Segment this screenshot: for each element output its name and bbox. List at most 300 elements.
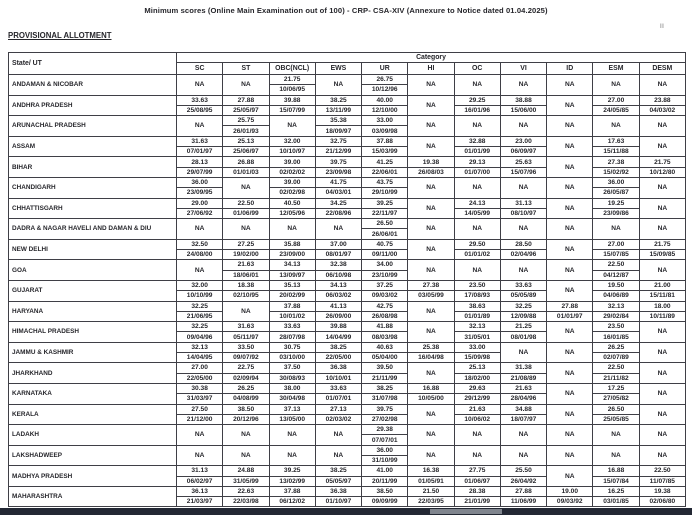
table-row — [9, 301, 686, 311]
cell-date: 15/03/99 — [362, 147, 408, 157]
cell-date: 12/05/96 — [269, 208, 315, 218]
cell-date: 04/06/89 — [593, 291, 639, 301]
state-name: MADHYA PRADESH — [9, 466, 177, 487]
state-name: ARUNACHAL PRADESH — [9, 116, 177, 137]
cell-not-available: NA — [177, 75, 223, 96]
cell-date: 21/06/95 — [177, 311, 223, 321]
cell-date: 23/09/98 — [315, 167, 361, 177]
header-row-category — [9, 53, 686, 63]
cell-score: 36.00 — [362, 445, 408, 455]
cell-date: 10/05/00 — [408, 394, 454, 404]
cell-not-available: NA — [454, 445, 500, 466]
cell-date: 04/03/01 — [315, 188, 361, 198]
cell-not-available: NA — [639, 219, 685, 240]
cell-date: 26/05/87 — [593, 188, 639, 198]
cell-date: 26/04/92 — [500, 476, 546, 486]
cell-not-available: NA — [408, 219, 454, 240]
cell-date: 10/10/97 — [269, 147, 315, 157]
cell-date: 02/09/94 — [223, 373, 269, 383]
cell-not-available: NA — [639, 75, 685, 96]
cell-not-available: NA — [500, 219, 546, 240]
cell-score: 27.13 — [315, 404, 361, 414]
cell-date: 12/09/88 — [500, 311, 546, 321]
cell-score: 27.00 — [593, 239, 639, 249]
cell-score: 34.25 — [315, 198, 361, 208]
cell-not-available: NA — [593, 116, 639, 137]
cell-not-available: NA — [547, 404, 593, 425]
state-name: CHHATTISGARH — [9, 198, 177, 219]
cell-score: 16.38 — [408, 466, 454, 476]
cell-score: 32.25 — [177, 301, 223, 311]
cell-score: 32.75 — [315, 136, 361, 146]
cell-score: 31.13 — [177, 466, 223, 476]
cell-not-available: NA — [500, 425, 546, 446]
cell-not-available: NA — [547, 136, 593, 157]
column-header-esm: ESM — [593, 63, 639, 75]
cell-score: 34.88 — [500, 404, 546, 414]
cell-score: 26.75 — [362, 75, 408, 85]
cell-score: 22.50 — [639, 466, 685, 476]
cell-score: 39.25 — [362, 198, 408, 208]
cell-not-available: NA — [408, 445, 454, 466]
horizontal-scrollbar[interactable] — [0, 508, 692, 515]
cell-score: 39.00 — [269, 177, 315, 187]
cell-date: 22/06/01 — [362, 167, 408, 177]
cell-not-available: NA — [454, 425, 500, 446]
cell-date: 15/07/96 — [500, 167, 546, 177]
cell-not-available: NA — [454, 219, 500, 240]
cell-date: 05/11/97 — [223, 332, 269, 342]
cell-score: 25.63 — [500, 157, 546, 167]
cell-date: 29/07/99 — [177, 167, 223, 177]
cell-date: 15/09/85 — [639, 250, 685, 260]
cell-date: 01/01/97 — [547, 311, 593, 321]
state-name: GUJARAT — [9, 280, 177, 301]
cell-date: 08/01/98 — [500, 332, 546, 342]
cell-date: 05/05/89 — [500, 291, 546, 301]
cell-not-available: NA — [454, 75, 500, 96]
cell-score: 22.50 — [593, 260, 639, 270]
cell-not-available: NA — [547, 466, 593, 487]
cell-not-available: NA — [315, 425, 361, 446]
table-row — [9, 116, 686, 126]
cell-not-available: NA — [223, 425, 269, 446]
cell-date: 28/04/96 — [500, 394, 546, 404]
cell-not-available: NA — [547, 239, 593, 260]
cell-score: 19.25 — [593, 198, 639, 208]
table-row — [9, 260, 686, 270]
cell-date: 01/01/99 — [454, 147, 500, 157]
cell-score: 35.88 — [269, 239, 315, 249]
cell-not-available: NA — [315, 75, 361, 96]
cell-date: 24/08/00 — [177, 250, 223, 260]
cell-score: 16.88 — [408, 383, 454, 393]
state-name: NEW DELHI — [9, 239, 177, 260]
cell-score: 22.63 — [223, 486, 269, 496]
cell-score: 27.75 — [454, 466, 500, 476]
cell-not-available: NA — [639, 198, 685, 219]
cell-score: 19.00 — [547, 486, 593, 496]
cell-date: 06/02/97 — [177, 476, 223, 486]
cell-not-available: NA — [408, 363, 454, 384]
cell-date: 22/05/00 — [177, 373, 223, 383]
cell-not-available: NA — [639, 425, 685, 446]
cell-date: 21/08/89 — [500, 373, 546, 383]
cell-score: 38.88 — [500, 95, 546, 105]
cell-score: 39.75 — [315, 157, 361, 167]
column-header-ews: EWS — [315, 63, 361, 75]
cell-score: 25.13 — [454, 363, 500, 373]
cell-not-available: NA — [547, 116, 593, 137]
state-name: MAHARASHTRA — [9, 486, 177, 507]
cell-date: 29/02/84 — [593, 311, 639, 321]
cell-not-available: NA — [500, 260, 546, 281]
cell-score: 32.25 — [500, 301, 546, 311]
cell-not-available: NA — [408, 425, 454, 446]
cell-date: 10/01/02 — [269, 311, 315, 321]
cell-not-available: NA — [315, 219, 361, 240]
cell-score: 23.50 — [454, 280, 500, 290]
cell-date: 21/11/82 — [593, 373, 639, 383]
table-row — [9, 239, 686, 249]
cell-not-available: NA — [639, 116, 685, 137]
cell-not-available: NA — [593, 219, 639, 240]
cell-date: 06/12/02 — [269, 497, 315, 507]
cell-score: 31.63 — [223, 322, 269, 332]
cell-score: 32.50 — [177, 239, 223, 249]
cell-score: 28.50 — [500, 239, 546, 249]
state-name: JAMMU & KASHMIR — [9, 342, 177, 363]
cell-score: 33.50 — [223, 342, 269, 352]
cell-not-available: NA — [269, 219, 315, 240]
cell-date: 17/08/93 — [454, 291, 500, 301]
cell-date: 15/07/85 — [593, 250, 639, 260]
scrollbar-thumb[interactable] — [430, 509, 502, 514]
cell-not-available: NA — [593, 425, 639, 446]
cell-score: 29.13 — [454, 157, 500, 167]
cell-score: 32.00 — [269, 136, 315, 146]
cell-not-available: NA — [408, 404, 454, 425]
cell-not-available: NA — [547, 198, 593, 219]
table-row — [9, 445, 686, 455]
cell-score: 33.00 — [362, 116, 408, 126]
cell-date: 15/11/81 — [639, 291, 685, 301]
cell-date: 01/06/97 — [454, 476, 500, 486]
cell-date: 29/10/99 — [362, 188, 408, 198]
cell-date: 31/10/99 — [362, 455, 408, 465]
cell-score: 36.38 — [315, 363, 361, 373]
cell-score: 41.88 — [362, 322, 408, 332]
cell-score: 18.00 — [639, 301, 685, 311]
category-header: Category — [177, 53, 686, 63]
cell-date: 10/12/80 — [639, 167, 685, 177]
table-row — [9, 219, 686, 229]
table-row — [9, 95, 686, 105]
cell-score: 38.25 — [362, 383, 408, 393]
cell-score: 25.75 — [223, 116, 269, 126]
cell-score: 33.63 — [315, 383, 361, 393]
cell-score: 39.88 — [315, 322, 361, 332]
table-row — [9, 280, 686, 290]
cell-date: 20/12/96 — [223, 414, 269, 424]
state-ut-header: State/ UT — [9, 53, 177, 75]
cell-score: 39.50 — [362, 363, 408, 373]
cell-date: 01/07/00 — [454, 167, 500, 177]
cell-date: 12/10/00 — [362, 105, 408, 115]
cell-score: 32.25 — [177, 322, 223, 332]
cell-not-available: NA — [639, 445, 685, 466]
cell-not-available: NA — [500, 177, 546, 198]
cell-score: 42.75 — [362, 301, 408, 311]
cell-not-available: NA — [547, 219, 593, 240]
cell-score: 18.38 — [223, 280, 269, 290]
cell-score: 40.75 — [362, 239, 408, 249]
cell-date: 06/10/98 — [315, 270, 361, 280]
table-row — [9, 486, 686, 496]
cell-score: 39.75 — [362, 404, 408, 414]
cell-date: 23/10/99 — [362, 270, 408, 280]
state-name: LADAKH — [9, 425, 177, 446]
cell-score: 41.25 — [362, 157, 408, 167]
cell-score: 36.00 — [177, 177, 223, 187]
table-body — [9, 75, 686, 507]
cell-date: 27/02/98 — [362, 414, 408, 424]
cell-date: 02/02/98 — [269, 188, 315, 198]
cell-not-available: NA — [639, 342, 685, 363]
state-name: ANDHRA PRADESH — [9, 95, 177, 116]
cell-date: 31/07/98 — [362, 394, 408, 404]
cell-not-available: NA — [269, 445, 315, 466]
cell-date: 29/12/99 — [454, 394, 500, 404]
cell-date: 07/01/97 — [177, 147, 223, 157]
cell-not-available: NA — [547, 157, 593, 178]
cell-score: 31.38 — [500, 363, 546, 373]
cell-date: 18/09/97 — [315, 126, 361, 136]
cell-date: 18/02/00 — [454, 373, 500, 383]
cell-score: 27.00 — [177, 363, 223, 373]
cell-not-available: NA — [547, 425, 593, 446]
cell-not-available: NA — [408, 75, 454, 96]
table-row — [9, 363, 686, 373]
table-row — [9, 136, 686, 146]
cell-not-available: NA — [593, 75, 639, 96]
page-marker: II — [660, 24, 665, 30]
cell-score: 29.25 — [454, 95, 500, 105]
column-header-desm: DESM — [639, 63, 685, 75]
cell-date: 30/08/93 — [269, 373, 315, 383]
cell-not-available: NA — [547, 322, 593, 343]
cell-score: 24.88 — [223, 466, 269, 476]
cell-date: 04/03/02 — [639, 105, 685, 115]
cell-not-available: NA — [408, 301, 454, 322]
column-header-id: ID — [547, 63, 593, 75]
cell-score: 21.75 — [269, 75, 315, 85]
cell-not-available: NA — [639, 136, 685, 157]
cell-not-available: NA — [547, 363, 593, 384]
cell-date: 03/01/85 — [593, 497, 639, 507]
cell-score: 37.88 — [269, 301, 315, 311]
cell-score: 37.88 — [362, 136, 408, 146]
cell-date: 21/11/99 — [362, 373, 408, 383]
cell-date: 16/01/96 — [454, 105, 500, 115]
cell-not-available: NA — [408, 322, 454, 343]
cell-date: 27/06/92 — [177, 208, 223, 218]
cell-score: 33.63 — [269, 322, 315, 332]
cell-date: 01/06/99 — [223, 208, 269, 218]
cell-score: 21.25 — [500, 322, 546, 332]
cell-score: 27.25 — [223, 239, 269, 249]
cell-date: 01/07/01 — [315, 394, 361, 404]
cell-score: 21.00 — [639, 280, 685, 290]
column-header-oc: OC — [454, 63, 500, 75]
cell-score: 39.00 — [269, 157, 315, 167]
cell-not-available: NA — [177, 260, 223, 281]
state-name: HIMACHAL PRADESH — [9, 322, 177, 343]
cell-score: 38.25 — [315, 342, 361, 352]
cell-not-available: NA — [547, 280, 593, 301]
cell-score: 26.50 — [362, 219, 408, 229]
cell-score: 29.63 — [454, 383, 500, 393]
cell-score: 23.50 — [593, 322, 639, 332]
cell-date: 02/06/80 — [639, 497, 685, 507]
table-row — [9, 198, 686, 208]
cell-not-available: NA — [408, 177, 454, 198]
cell-not-available: NA — [408, 239, 454, 260]
cell-date: 04/12/87 — [593, 270, 639, 280]
cell-date: 26/09/00 — [315, 311, 361, 321]
cell-date: 02/10/95 — [223, 291, 269, 301]
cell-not-available: NA — [223, 75, 269, 96]
cell-score: 43.75 — [362, 177, 408, 187]
cell-score: 29.38 — [362, 425, 408, 435]
cell-date: 05/04/00 — [362, 353, 408, 363]
cell-score: 36.38 — [315, 486, 361, 496]
cell-score: 28.38 — [454, 486, 500, 496]
cell-date: 31/05/01 — [454, 332, 500, 342]
cell-date: 06/03/02 — [315, 291, 361, 301]
cell-date: 05/05/97 — [315, 476, 361, 486]
cell-score: 23.88 — [639, 95, 685, 105]
table-row — [9, 157, 686, 167]
cell-score: 30.75 — [269, 342, 315, 352]
cell-date: 04/08/99 — [223, 394, 269, 404]
cell-score: 39.25 — [269, 466, 315, 476]
cell-score: 39.88 — [269, 95, 315, 105]
cell-date: 01/05/91 — [408, 476, 454, 486]
table-row — [9, 177, 686, 187]
cell-not-available: NA — [269, 425, 315, 446]
cell-score: 26.88 — [223, 157, 269, 167]
cell-date: 14/04/95 — [177, 353, 223, 363]
cell-not-available: NA — [177, 116, 223, 137]
cell-date: 08/01/97 — [315, 250, 361, 260]
cell-date: 23/09/00 — [269, 250, 315, 260]
cell-date: 26/01/93 — [223, 126, 269, 136]
cell-not-available: NA — [547, 342, 593, 363]
cell-not-available: NA — [408, 136, 454, 157]
cell-date: 22/03/95 — [408, 497, 454, 507]
cell-date: 13/09/97 — [269, 270, 315, 280]
cell-score: 22.50 — [223, 198, 269, 208]
cell-date: 30/04/98 — [269, 394, 315, 404]
cell-date: 20/02/99 — [269, 291, 315, 301]
cell-score: 26.50 — [593, 404, 639, 414]
cell-not-available: NA — [547, 95, 593, 116]
cell-not-available: NA — [500, 342, 546, 363]
cell-score: 32.13 — [593, 301, 639, 311]
cell-date: 28/07/98 — [269, 332, 315, 342]
cell-not-available: NA — [408, 198, 454, 219]
cell-date: 14/04/99 — [315, 332, 361, 342]
cell-score: 19.38 — [408, 157, 454, 167]
cell-not-available: NA — [500, 75, 546, 96]
cell-score: 26.25 — [593, 342, 639, 352]
cell-score: 26.25 — [223, 383, 269, 393]
cell-score: 37.00 — [315, 239, 361, 249]
cell-date: 15/07/99 — [269, 105, 315, 115]
cell-not-available: NA — [408, 260, 454, 281]
cell-score: 38.25 — [315, 466, 361, 476]
cell-date: 21/03/97 — [177, 497, 223, 507]
state-name: CHANDIGARH — [9, 177, 177, 198]
cell-not-available: NA — [639, 260, 685, 281]
cell-score: 24.13 — [454, 198, 500, 208]
cell-score: 40.00 — [362, 95, 408, 105]
state-name: KARNATAKA — [9, 383, 177, 404]
table-row — [9, 383, 686, 393]
cell-score: 27.88 — [547, 301, 593, 311]
cell-not-available: NA — [223, 301, 269, 322]
cell-not-available: NA — [177, 425, 223, 446]
cell-score: 21.50 — [408, 486, 454, 496]
cell-date: 08/10/97 — [500, 208, 546, 218]
minimum-scores-table — [8, 52, 686, 507]
cell-date: 10/11/89 — [639, 311, 685, 321]
cell-score: 33.63 — [500, 280, 546, 290]
cell-score: 38.00 — [269, 383, 315, 393]
cell-score: 41.13 — [315, 301, 361, 311]
state-name: BIHAR — [9, 157, 177, 178]
cell-date: 23/09/86 — [593, 208, 639, 218]
cell-date: 13/11/99 — [315, 105, 361, 115]
cell-date: 09/07/92 — [223, 353, 269, 363]
cell-score: 32.13 — [454, 322, 500, 332]
cell-score: 22.50 — [593, 363, 639, 373]
state-name: ANDAMAN & NICOBAR — [9, 75, 177, 96]
cell-score: 35.38 — [315, 116, 361, 126]
cell-not-available: NA — [269, 116, 315, 137]
cell-date: 22/11/97 — [362, 208, 408, 218]
cell-date: 03/09/98 — [362, 126, 408, 136]
table-row — [9, 75, 686, 85]
cell-score: 32.13 — [177, 342, 223, 352]
cell-not-available: NA — [223, 219, 269, 240]
cell-score: 32.00 — [177, 280, 223, 290]
state-name: JHARKHAND — [9, 363, 177, 384]
cell-score: 30.38 — [177, 383, 223, 393]
cell-date: 20/11/99 — [362, 476, 408, 486]
cell-score: 27.50 — [177, 404, 223, 414]
cell-score: 28.13 — [177, 157, 223, 167]
column-header-vi: VI — [500, 63, 546, 75]
cell-date: 03/10/00 — [269, 353, 315, 363]
cell-date: 09/03/92 — [547, 497, 593, 507]
cell-score: 27.38 — [593, 157, 639, 167]
cell-score: 33.63 — [177, 95, 223, 105]
cell-date: 11/06/99 — [500, 497, 546, 507]
cell-score: 29.00 — [177, 198, 223, 208]
cell-score: 41.00 — [362, 466, 408, 476]
